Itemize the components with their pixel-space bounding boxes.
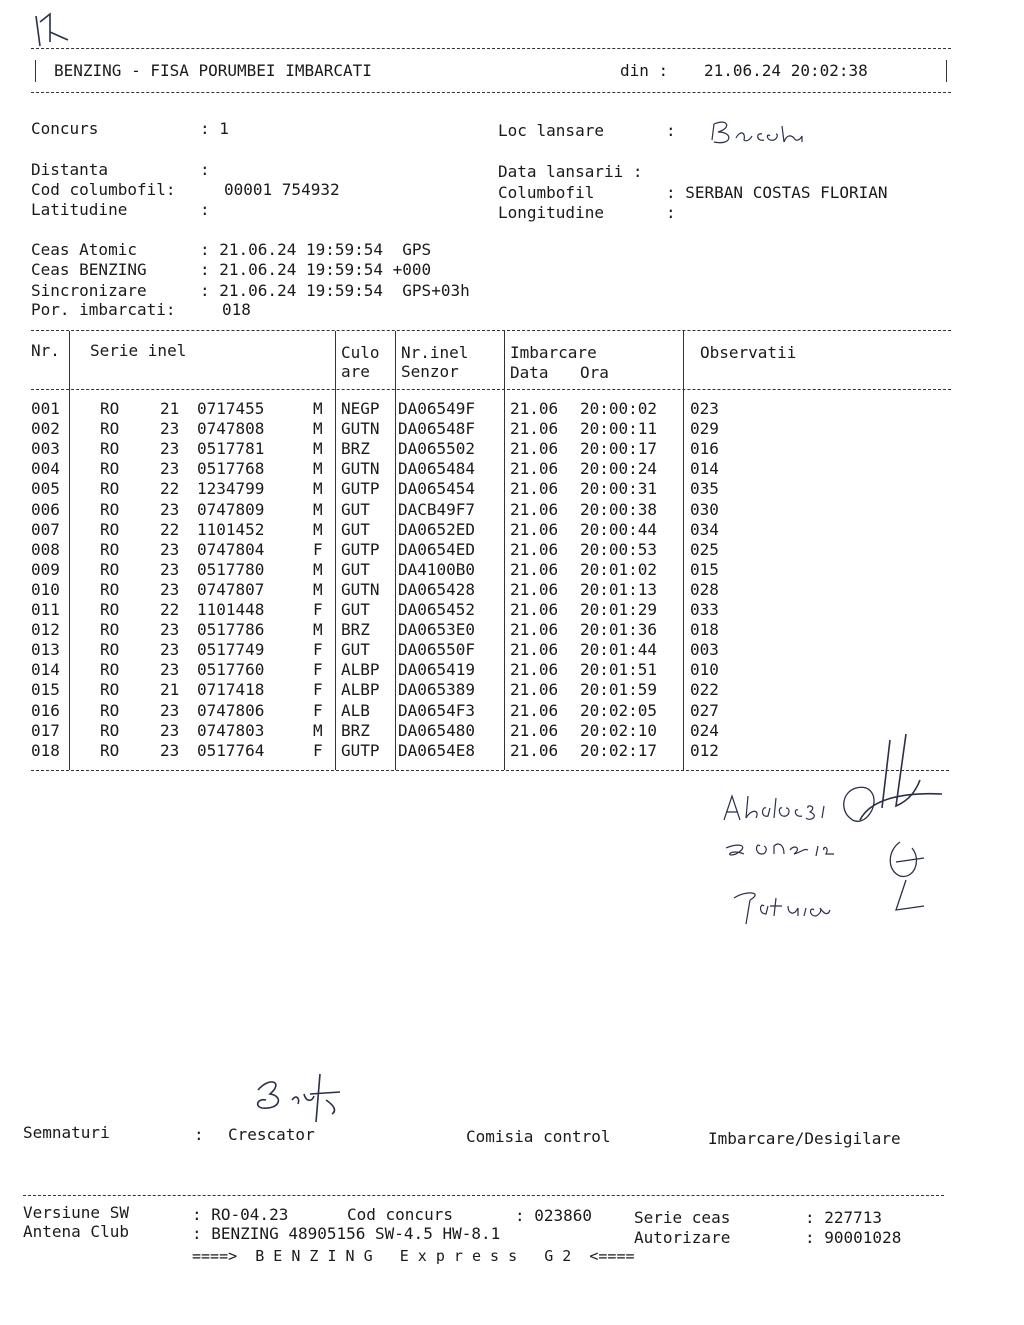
serie-ceas-label: Serie ceas [634, 1208, 731, 1227]
row-sex: F [313, 539, 323, 559]
ceas-benzing-label: Ceas BENZING [31, 260, 147, 279]
row-number: 018 [31, 740, 60, 760]
row-sensor: DA06550F [398, 640, 476, 660]
row-observation: 003 [690, 640, 719, 660]
versiune-sw-label: Versiune SW [23, 1203, 129, 1222]
data-lansarii-label: Data lansarii : [498, 162, 643, 181]
row-time: 20:01:44 [580, 640, 658, 660]
row-date: 21.06 [510, 439, 559, 459]
header-top-border [31, 48, 951, 49]
row-color: GUT [341, 519, 370, 539]
row-date: 21.06 [510, 399, 559, 418]
row-sex: M [313, 620, 323, 640]
row-observation: 014 [690, 459, 719, 479]
row-number: 017 [31, 720, 60, 740]
row-country: RO [100, 740, 120, 760]
row-sex: M [313, 499, 323, 519]
cod-concurs-label: Cod concurs [347, 1205, 453, 1224]
row-sensor: DACB49F7 [398, 499, 476, 519]
row-sex: F [313, 640, 323, 660]
row-time: 20:00:44 [580, 519, 658, 539]
row-ring-number: 0517760 [197, 660, 265, 680]
row-time: 20:02:10 [580, 720, 658, 740]
row-country: RO [100, 620, 120, 640]
row-color: ALB [341, 700, 370, 720]
distanta-value: : [200, 160, 210, 179]
loc-lansare-label: Loc lansare [498, 121, 604, 140]
row-date: 21.06 [510, 680, 559, 700]
header-data: Data [510, 363, 549, 382]
cod-columbofil-label: Cod columbofil: [31, 180, 176, 199]
row-ring-number: 1101448 [197, 600, 265, 619]
row-color: GUTP [341, 479, 380, 499]
table-row [0, 560, 1024, 580]
concurs-label: Concurs [31, 119, 99, 138]
columbofil-value: : SERBAN COSTAS FLORIAN [666, 183, 888, 202]
row-time: 20:01:36 [580, 620, 658, 640]
row-sex: F [313, 660, 323, 680]
row-number: 001 [31, 399, 60, 418]
row-date: 21.06 [510, 479, 559, 499]
row-ring-number: 0747808 [197, 419, 265, 439]
imbarcare-desigilare-label: Imbarcare/Desigilare [708, 1129, 901, 1148]
latitudine-value: : [200, 200, 210, 219]
row-country: RO [100, 660, 120, 680]
row-sensor: DA0654F3 [398, 700, 476, 720]
row-sex: F [313, 600, 323, 619]
row-time: 20:00:53 [580, 539, 658, 559]
row-ring-number: 0517781 [197, 439, 265, 459]
row-sensor: DA06549F [398, 399, 476, 418]
row-observation: 012 [690, 740, 719, 760]
row-color: GUT [341, 559, 370, 579]
row-year: 21 [160, 399, 180, 418]
row-observation: 010 [690, 660, 719, 680]
row-year: 23 [160, 459, 180, 479]
row-time: 20:00:38 [580, 499, 658, 519]
row-ring-number: 0517749 [197, 640, 265, 660]
row-year: 23 [160, 499, 180, 519]
semnaturi-label: Semnaturi [23, 1123, 110, 1142]
row-observation: 030 [690, 499, 719, 519]
row-sensor: DA065389 [398, 680, 476, 700]
row-color: GUTN [341, 459, 380, 479]
row-color: GUT [341, 600, 370, 619]
row-year: 23 [160, 640, 180, 660]
row-time: 20:01:59 [580, 680, 658, 700]
din-timestamp: 21.06.24 20:02:38 [704, 61, 868, 80]
row-country: RO [100, 680, 120, 700]
row-date: 21.06 [510, 579, 559, 599]
row-color: GUT [341, 640, 370, 660]
row-observation: 033 [690, 600, 719, 619]
table-row [0, 419, 1024, 439]
row-color: BRZ [341, 720, 370, 740]
row-year: 22 [160, 600, 180, 619]
row-color: GUTP [341, 539, 380, 559]
table-row [0, 399, 1024, 419]
comisia-control-label: Comisia control [466, 1127, 611, 1146]
autorizare-label: Autorizare [634, 1228, 731, 1247]
row-year: 21 [160, 680, 180, 700]
row-observation: 025 [690, 539, 719, 559]
table-row [0, 660, 1024, 680]
table-header-separator [31, 389, 951, 390]
row-sex: F [313, 700, 323, 720]
row-number: 003 [31, 439, 60, 459]
row-year: 23 [160, 720, 180, 740]
row-year: 23 [160, 559, 180, 579]
row-number: 014 [31, 660, 60, 680]
row-country: RO [100, 519, 120, 539]
row-date: 21.06 [510, 519, 559, 539]
table-row [0, 520, 1024, 540]
row-year: 23 [160, 439, 180, 459]
row-country: RO [100, 499, 120, 519]
row-country: RO [100, 539, 120, 559]
table-row [0, 701, 1024, 721]
header-nr-inel: Nr.inel [401, 343, 469, 362]
row-sex: M [313, 419, 323, 439]
row-ring-number: 0517786 [197, 620, 265, 640]
row-sex: M [313, 519, 323, 539]
row-time: 20:01:29 [580, 600, 658, 619]
row-date: 21.06 [510, 620, 559, 640]
row-time: 20:02:05 [580, 700, 658, 720]
row-sensor: DA06548F [398, 419, 476, 439]
row-sensor: DA065452 [398, 600, 476, 619]
sincronizare-value: : 21.06.24 19:59:54 GPS+03h [200, 281, 470, 300]
columbofil-label: Columbofil [498, 183, 595, 202]
row-country: RO [100, 479, 120, 499]
row-number: 008 [31, 539, 60, 559]
table-row [0, 640, 1024, 660]
row-country: RO [100, 559, 120, 579]
din-label: din : [620, 61, 669, 80]
row-ring-number: 0717418 [197, 680, 265, 700]
row-sensor: DA065419 [398, 660, 476, 680]
table-row [0, 620, 1024, 640]
row-time: 20:02:17 [580, 740, 658, 760]
autorizare-value: : 90001028 [805, 1228, 902, 1247]
row-date: 21.06 [510, 419, 559, 439]
concurs-value: : 1 [200, 119, 229, 138]
corner-handwritten-mark [28, 10, 78, 52]
row-observation: 035 [690, 479, 719, 499]
row-sex: F [313, 680, 323, 700]
row-ring-number: 0517780 [197, 559, 265, 579]
row-number: 010 [31, 579, 60, 599]
row-country: RO [100, 439, 120, 459]
row-time: 20:00:31 [580, 479, 658, 499]
row-sensor: DA065484 [398, 459, 476, 479]
row-date: 21.06 [510, 499, 559, 519]
row-time: 20:00:24 [580, 459, 658, 479]
table-row [0, 500, 1024, 520]
row-observation: 034 [690, 519, 719, 539]
row-observation: 027 [690, 700, 719, 720]
row-ring-number: 0747806 [197, 700, 265, 720]
row-ring-number: 0747809 [197, 499, 265, 519]
header-imbarcare: Imbarcare [510, 343, 597, 362]
row-number: 002 [31, 419, 60, 439]
row-sex: F [313, 740, 323, 760]
header-culoare-1: Culo [341, 343, 380, 362]
row-sensor: DA065480 [398, 720, 476, 740]
antena-club-label: Antena Club [23, 1222, 129, 1241]
row-country: RO [100, 720, 120, 740]
serie-ceas-value: : 227713 [805, 1208, 883, 1227]
row-year: 23 [160, 740, 180, 760]
row-color: ALBP [341, 660, 380, 680]
row-ring-number: 0717455 [197, 399, 265, 418]
ceas-atomic-value: : 21.06.24 19:59:54 GPS [200, 240, 432, 259]
footer-top-border [23, 1195, 944, 1196]
crescator-signature [240, 1070, 350, 1132]
row-date: 21.06 [510, 559, 559, 579]
row-country: RO [100, 600, 120, 619]
row-number: 016 [31, 700, 60, 720]
semnaturi-colon: : [194, 1125, 204, 1144]
row-date: 21.06 [510, 720, 559, 740]
row-year: 22 [160, 519, 180, 539]
row-sex: M [313, 399, 323, 418]
loc-lansare-handwritten [706, 116, 816, 150]
row-sex: M [313, 559, 323, 579]
row-number: 004 [31, 459, 60, 479]
row-time: 20:00:02 [580, 399, 658, 418]
row-ring-number: 0517768 [197, 459, 265, 479]
row-date: 21.06 [510, 640, 559, 660]
row-color: GUTP [341, 740, 380, 760]
table-top-border [31, 330, 951, 331]
row-observation: 016 [690, 439, 719, 459]
header-observatii: Observatii [700, 343, 797, 362]
row-color: GUTN [341, 419, 380, 439]
row-sex: M [313, 439, 323, 459]
row-color: BRZ [341, 620, 370, 640]
loc-lansare-colon: : [666, 121, 676, 140]
handwritten-signatures [710, 730, 960, 930]
table-row [0, 479, 1024, 499]
row-number: 011 [31, 600, 60, 619]
ceas-benzing-value: : 21.06.24 19:59:54 +000 [200, 260, 432, 279]
row-year: 23 [160, 700, 180, 720]
ceas-atomic-label: Ceas Atomic [31, 240, 137, 259]
table-row [0, 459, 1024, 479]
row-color: GUT [341, 499, 370, 519]
header-culoare-2: are [341, 362, 370, 381]
row-year: 23 [160, 579, 180, 599]
row-country: RO [100, 640, 120, 660]
row-time: 20:01:51 [580, 660, 658, 680]
row-number: 007 [31, 519, 60, 539]
row-date: 21.06 [510, 600, 559, 619]
row-observation: 022 [690, 680, 719, 700]
table-row [0, 439, 1024, 459]
row-ring-number: 1234799 [197, 479, 265, 499]
header-right-border [946, 60, 947, 82]
cod-concurs-value: : 023860 [515, 1206, 593, 1225]
row-year: 22 [160, 479, 180, 499]
doc-title: BENZING - FISA PORUMBEI IMBARCATI [54, 61, 372, 80]
porumbei-imbarcati-count: 018 [222, 300, 251, 319]
row-observation: 023 [690, 399, 719, 418]
row-color: GUTN [341, 579, 380, 599]
row-country: RO [100, 579, 120, 599]
row-observation: 018 [690, 620, 719, 640]
row-color: NEGP [341, 399, 380, 418]
row-country: RO [100, 459, 120, 479]
row-time: 20:00:11 [580, 419, 658, 439]
row-date: 21.06 [510, 459, 559, 479]
row-year: 23 [160, 660, 180, 680]
row-ring-number: 0747804 [197, 539, 265, 559]
row-sex: M [313, 720, 323, 740]
row-sensor: DA065428 [398, 579, 476, 599]
row-sensor: DA0652ED [398, 519, 476, 539]
table-row [0, 680, 1024, 700]
row-date: 21.06 [510, 660, 559, 680]
longitudine-label: Longitudine [498, 203, 604, 222]
row-observation: 024 [690, 720, 719, 740]
distanta-label: Distanta [31, 160, 109, 179]
row-number: 015 [31, 680, 60, 700]
row-number: 012 [31, 620, 60, 640]
row-ring-number: 0747803 [197, 720, 265, 740]
row-number: 009 [31, 559, 60, 579]
benzing-express-banner: ====> B E N Z I N G E x p r e s s G 2 <==== [192, 1247, 635, 1265]
row-time: 20:01:13 [580, 579, 658, 599]
row-number: 013 [31, 640, 60, 660]
table-row [0, 540, 1024, 560]
row-sex: M [313, 479, 323, 499]
row-time: 20:00:17 [580, 439, 658, 459]
latitudine-label: Latitudine [31, 200, 128, 219]
row-observation: 028 [690, 579, 719, 599]
row-sensor: DA4100B0 [398, 559, 476, 579]
row-sex: M [313, 579, 323, 599]
row-number: 005 [31, 479, 60, 499]
sincronizare-label: Sincronizare [31, 281, 147, 300]
row-observation: 015 [690, 559, 719, 579]
row-date: 21.06 [510, 700, 559, 720]
header-nr: Nr. [31, 341, 60, 360]
row-country: RO [100, 399, 120, 418]
row-year: 23 [160, 620, 180, 640]
row-color: BRZ [341, 439, 370, 459]
table-row [0, 600, 1024, 620]
row-country: RO [100, 700, 120, 720]
header-left-border [35, 60, 36, 82]
row-ring-number: 0747807 [197, 579, 265, 599]
row-sensor: DA0654E8 [398, 740, 476, 760]
header-ora: Ora [580, 363, 609, 382]
header-senzor: Senzor [401, 362, 459, 381]
porumbei-imbarcati-label: Por. imbarcati: [31, 300, 176, 319]
header-bottom-border [31, 92, 951, 93]
row-observation: 029 [690, 419, 719, 439]
row-time: 20:01:02 [580, 559, 658, 579]
row-sensor: DA065454 [398, 479, 476, 499]
cod-columbofil-value: 00001 754932 [224, 180, 340, 199]
table-row [0, 580, 1024, 600]
row-sensor: DA0653E0 [398, 620, 476, 640]
row-sex: M [313, 459, 323, 479]
row-sensor: DA0654ED [398, 539, 476, 559]
row-number: 006 [31, 499, 60, 519]
row-sensor: DA065502 [398, 439, 476, 459]
row-color: ALBP [341, 680, 380, 700]
row-year: 23 [160, 419, 180, 439]
antena-club-value: : BENZING 48905156 SW-4.5 HW-8.1 [192, 1224, 501, 1243]
row-year: 23 [160, 539, 180, 559]
row-ring-number: 1101452 [197, 519, 265, 539]
row-country: RO [100, 419, 120, 439]
row-ring-number: 0517764 [197, 740, 265, 760]
row-date: 21.06 [510, 740, 559, 760]
row-date: 21.06 [510, 539, 559, 559]
versiune-sw-value: : RO-04.23 [192, 1205, 289, 1224]
header-serie-inel: Serie inel [90, 341, 187, 360]
crescator-label: Crescator [228, 1125, 315, 1144]
longitudine-value: : [666, 203, 676, 222]
